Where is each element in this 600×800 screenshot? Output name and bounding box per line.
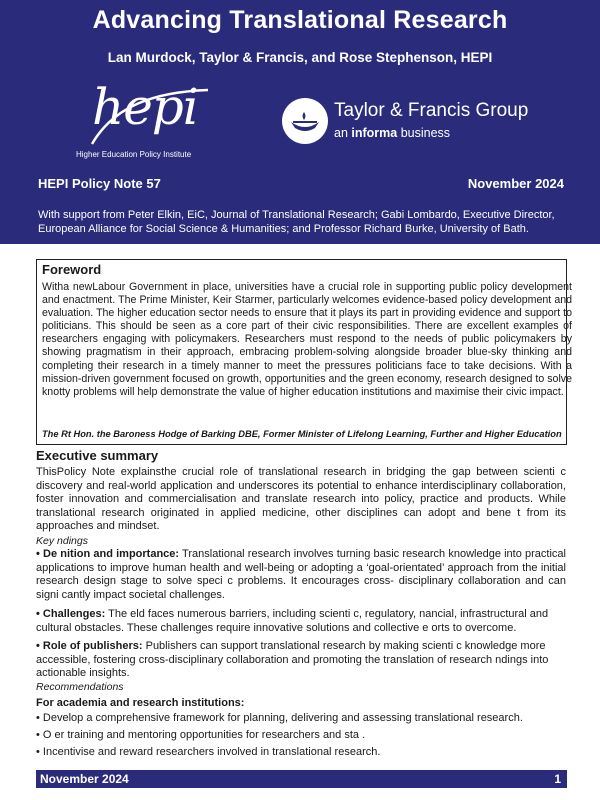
support-statement: With support from Peter Elkin, EiC, Journal of Translational Research; Gabi Lombardo, Executive Director, European Alliance for Social Science & Humanities; and Professor Richard Burke, University of Bath. (38, 209, 555, 235)
taylor-francis-lamp-icon (282, 98, 328, 144)
executive-summary-text: ThisPolicy Note explainsthe crucial role of translational research in bridging the gap between scienti c discovery and real-world application and underscores its potential to enhance interdisciplinary collaboration, foster innovation and commercialisation and translate research into policy, practice and products. While translational research originated in applied medicine, other disciplines can adopt and bene t from its approaches and mindset. (36, 466, 566, 532)
foreword-heading: Foreword (42, 262, 102, 277)
recommendations-heading: For academia and research institutions: (36, 697, 245, 709)
key-findings-label: Key ndings (36, 535, 88, 547)
executive-summary-heading: Executive summary (36, 448, 159, 463)
foreword-signature: The Rt Hon. the Baroness Hodge of Barking DBE, Former Minister of Lifelong Learning, Further and Higher Education (42, 429, 562, 439)
recommendation-item: • Incentivise and reward researchers involved in translational research. (36, 746, 381, 758)
publication-date: November 2024 (467, 176, 564, 191)
tagline-prefix: an (334, 126, 348, 140)
finding-publishers: • Role of publishers: Publishers can support translational research by making scienti c knowledge more accessible, fostering cross-disciplinary collaboration and promoting the translation of research ndings into actionable insights. (36, 640, 549, 679)
hepi-logo-text: hepi (92, 78, 198, 136)
authors-line: Lan Murdock, Taylor & Francis, and Rose Stephenson, HEPI (107, 50, 493, 65)
page-number: 1 (554, 772, 561, 786)
finding-body: The eld faces numerous barriers, including scienti c, regulatory, nancial, infrastructural and cultural obstacles. These challenges require innovative solutions and collective e orts to overcome. (36, 608, 549, 634)
foreword-text: Witha newLabour Government in place, universities have a crucial role in supporting public policy development and enactment. The Prime Minister, Keir Starmer, particularly welcomes evidence-based policy development and evaluation. The higher education sector needs to ensure that it plays its part in providing evidence and support to politicians. This should be seen as a core part of their civic responsibilities. There are excellent examples of researchers engaging with policymakers. Researchers must respond to the needs of public policymakers by showing pragmatism in their approach, embracing problem-solving alongside broader blue-sky thinking and completing their research in a timely manner to meet the pressures politicians face to take decisions. With a mission-driven government focused on growth, opportunities and the green economy, research designed to solve knotty problems will help demonstrate the value of higher education institutions and maximise their civic impact. (42, 281, 572, 398)
policy-note-number: HEPI Policy Note 57 (38, 176, 161, 191)
hepi-subtitle: Higher Education Policy Institute (76, 150, 192, 159)
finding-title: De nition and importance: (43, 548, 180, 560)
finding-definition: • De nition and importance: Translational research involves turning basic research knowledge into practical applications to improve human health and well-being or adopting a ‘goal-orientated’ approach from the initial research design stage to solve speci c problems. It encourages cross- disciplinary collaboration and can signi cantly impact societal challenges. (36, 548, 566, 601)
finding-challenges: • Challenges: The eld faces numerous barriers, including scienti c, regulatory, nancial, infrastructural and cultural obstacles. These challenges require innovative solutions and collective e orts to overcome. (36, 608, 549, 634)
finding-body: Translational research involves turning basic research knowledge into practical applications to improve human health and well-being or adopting a ‘goal-orientated’ approach from the initial research design stage to solve speci c problems. It encourages cross- disciplinary collaboration and can signi cantly impact societal challenges. (36, 548, 566, 601)
footer-bar (36, 770, 567, 788)
taylor-francis-name: Taylor & Francis Group (334, 100, 529, 121)
document-title: Advancing Translational Research (92, 6, 508, 34)
tagline-informa: informa (351, 126, 398, 140)
recommendation-item: • O er training and mentoring opportunities for researchers and sta . (36, 729, 366, 741)
recommendation-item: • Develop a comprehensive framework for planning, delivering and assessing translational research. (36, 712, 523, 724)
recommendations-label: Recommendations (36, 681, 124, 693)
finding-body: Publishers can support translational research by making scienti c knowledge more accessible, fostering cross-disciplinary collaboration and promoting the translation of research ndings into actionable insights. (36, 640, 549, 679)
header-banner (0, 0, 600, 244)
footer-date: November 2024 (40, 772, 129, 786)
finding-title: Role of publishers: (42, 640, 143, 652)
taylor-francis-tagline (334, 126, 450, 140)
finding-title: Challenges: (42, 608, 106, 620)
tagline-suffix: business (400, 126, 451, 140)
